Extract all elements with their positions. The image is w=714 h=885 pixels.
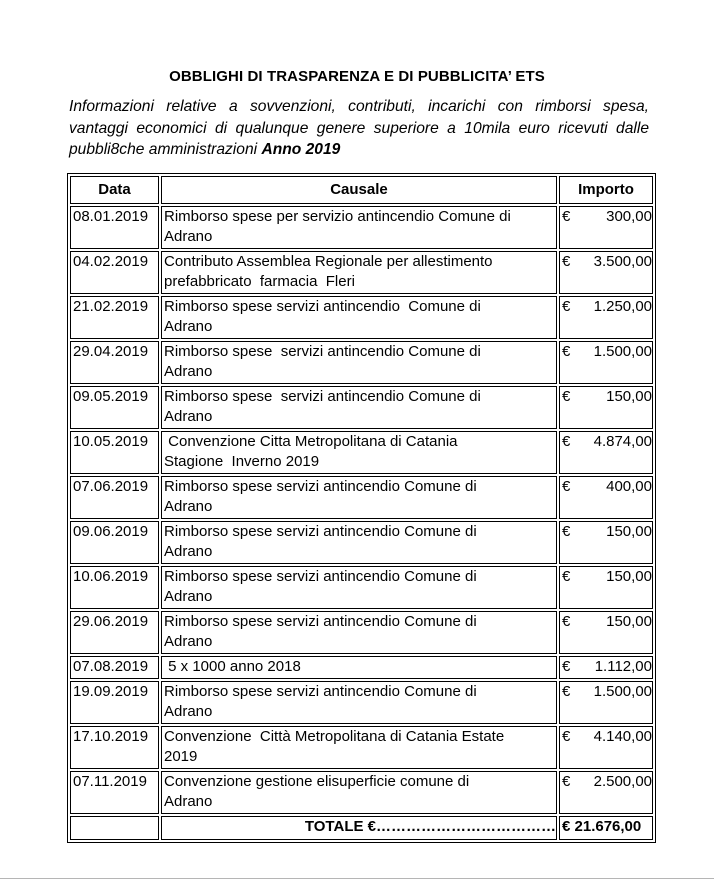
cause-line: 5 x 1000 anno 2018 [164, 658, 301, 675]
cause-line: 2019 [164, 747, 198, 765]
cell-amount [559, 771, 653, 814]
header-date: Data [70, 176, 159, 204]
currency-symbol: € [562, 298, 571, 315]
intro-year: Anno 2019 [261, 141, 341, 158]
total-amount: € 21.676,00 [559, 816, 653, 840]
table-row [70, 566, 653, 609]
amount-value: 150,00 [606, 568, 652, 585]
cause-line: Rimborso spese servizi antincendio Comune di [164, 478, 477, 495]
cause-line: Adrano [164, 632, 213, 650]
cell-cause [161, 566, 557, 609]
cause-line: Adrano [164, 362, 213, 380]
currency-symbol: € [562, 208, 571, 225]
cell-amount [559, 386, 653, 429]
table-row [70, 431, 653, 474]
cell-cause [161, 206, 557, 249]
intro-paragraph [69, 96, 649, 161]
cell-cause [161, 771, 557, 814]
cell-cause [161, 296, 557, 339]
cause-line: Rimborso spese servizi antincendio Comune di [164, 388, 481, 405]
cause-line: Rimborso spese servizi antincendio Comune di [164, 683, 477, 700]
cause-line: Adrano [164, 542, 213, 560]
table-row [70, 386, 653, 429]
cell-amount [559, 251, 653, 294]
cell-date: 29.04.2019 [70, 341, 159, 384]
page-bottom-rule [0, 878, 714, 879]
cell-date: 17.10.2019 [70, 726, 159, 769]
currency-symbol: € [562, 388, 571, 405]
table-row [70, 206, 653, 249]
amount-value: 1.500,00 [593, 683, 652, 700]
currency-symbol: € [562, 253, 571, 270]
cell-date: 29.06.2019 [70, 611, 159, 654]
amount-value: 1.250,00 [593, 298, 652, 315]
intro-line: Informazioni relative a sovvenzioni, contributi, incarichi con rimborsi spesa, [69, 98, 649, 115]
table-row [70, 476, 653, 519]
cause-line: Adrano [164, 587, 213, 605]
currency-symbol: € [562, 523, 571, 540]
cell-amount [559, 681, 653, 724]
currency-symbol: € [562, 478, 571, 495]
cause-line: Rimborso spese servizi antincendio Comune di [164, 613, 477, 630]
total-empty-cell [70, 816, 159, 840]
total-row [70, 816, 653, 840]
table-row [70, 656, 653, 679]
cause-line: Adrano [164, 317, 213, 335]
intro-line-text: pubbli8che amministrazioni [69, 141, 258, 158]
currency-symbol: € [562, 683, 571, 700]
amount-value: 400,00 [606, 478, 652, 495]
cell-cause [161, 386, 557, 429]
table-header-row [70, 176, 653, 204]
cell-date: 07.08.2019 [70, 656, 159, 679]
cause-line: Convenzione Città Metropolitana di Catania Estate [164, 728, 505, 745]
cause-line: Contributo Assemblea Regionale per allestimento [164, 253, 493, 270]
cell-cause [161, 341, 557, 384]
cause-line: Rimborso spese servizi antincendio Comune di [164, 568, 477, 585]
cause-line: Stagione Inverno 2019 [164, 452, 320, 470]
cause-line: Adrano [164, 497, 213, 515]
cell-amount [559, 476, 653, 519]
cell-cause [161, 726, 557, 769]
cell-date: 08.01.2019 [70, 206, 159, 249]
amount-value: 300,00 [606, 208, 652, 225]
cell-amount [559, 656, 653, 679]
cause-line: Convenzione gestione elisuperficie comune di [164, 773, 470, 790]
cell-date: 07.11.2019 [70, 771, 159, 814]
cell-date: 19.09.2019 [70, 681, 159, 724]
cell-date: 04.02.2019 [70, 251, 159, 294]
table-row [70, 521, 653, 564]
cause-line: Rimborso spese per servizio antincendio Comune di [164, 208, 511, 225]
document-title: OBBLIGHI DI TRASPARENZA E DI PUBBLICITA’ ETS [169, 68, 545, 85]
cell-cause [161, 476, 557, 519]
amount-value: 4.874,00 [593, 433, 652, 450]
cause-line: Adrano [164, 792, 213, 810]
table-row [70, 341, 653, 384]
amount-value: 1.112,00 [594, 658, 652, 675]
intro-line: vantaggi economici di qualunque genere superiore a 10mila euro ricevuti dalle [69, 119, 649, 137]
currency-symbol: € [562, 343, 571, 360]
cell-amount [559, 206, 653, 249]
cell-date: 07.06.2019 [70, 476, 159, 519]
amount-value: 150,00 [606, 523, 652, 540]
cause-line: Adrano [164, 407, 213, 425]
cause-line: Convenzione Citta Metropolitana di Catania [164, 433, 458, 450]
cause-line: Adrano [164, 702, 213, 720]
cell-amount [559, 566, 653, 609]
intro-line [69, 139, 649, 161]
cause-line: Adrano [164, 227, 213, 245]
cell-cause [161, 521, 557, 564]
total-label: TOTALE €……………………………… [161, 816, 557, 840]
table-row [70, 611, 653, 654]
cause-line: Rimborso spese servizi antincendio Comune di [164, 343, 481, 360]
cell-cause [161, 611, 557, 654]
cell-date: 09.05.2019 [70, 386, 159, 429]
currency-symbol: € [562, 433, 571, 450]
table-row [70, 681, 653, 724]
header-amount: Importo [559, 176, 653, 204]
amount-value: 4.140,00 [593, 728, 652, 745]
cell-cause [161, 681, 557, 724]
cause-line: Rimborso spese servizi antincendio Comune di [164, 298, 481, 315]
currency-symbol: € [562, 728, 571, 745]
amount-value: 2.500,00 [593, 773, 652, 790]
amount-value: 3.500,00 [593, 253, 652, 270]
currency-symbol: € [562, 658, 571, 675]
cell-cause [161, 431, 557, 474]
table-row [70, 726, 653, 769]
currency-symbol: € [562, 568, 571, 585]
table-row [70, 771, 653, 814]
cause-line: Rimborso spese servizi antincendio Comune di [164, 523, 477, 540]
cell-amount [559, 611, 653, 654]
contributions-table [67, 173, 656, 843]
cell-amount [559, 341, 653, 384]
cell-amount [559, 296, 653, 339]
cell-cause [161, 251, 557, 294]
cell-amount [559, 431, 653, 474]
table-row [70, 251, 653, 294]
header-cause: Causale [161, 176, 557, 204]
cause-line: prefabbricato farmacia Fleri [164, 272, 355, 290]
table-row [70, 296, 653, 339]
amount-value: 150,00 [606, 613, 652, 630]
cell-date: 10.06.2019 [70, 566, 159, 609]
currency-symbol: € [562, 773, 571, 790]
amount-value: 1.500,00 [593, 343, 652, 360]
cell-amount [559, 726, 653, 769]
cell-date: 10.05.2019 [70, 431, 159, 474]
cell-date: 21.02.2019 [70, 296, 159, 339]
cell-cause [161, 656, 557, 679]
amount-value: 150,00 [606, 388, 652, 405]
cell-date: 09.06.2019 [70, 521, 159, 564]
currency-symbol: € [562, 613, 571, 630]
cell-amount [559, 521, 653, 564]
